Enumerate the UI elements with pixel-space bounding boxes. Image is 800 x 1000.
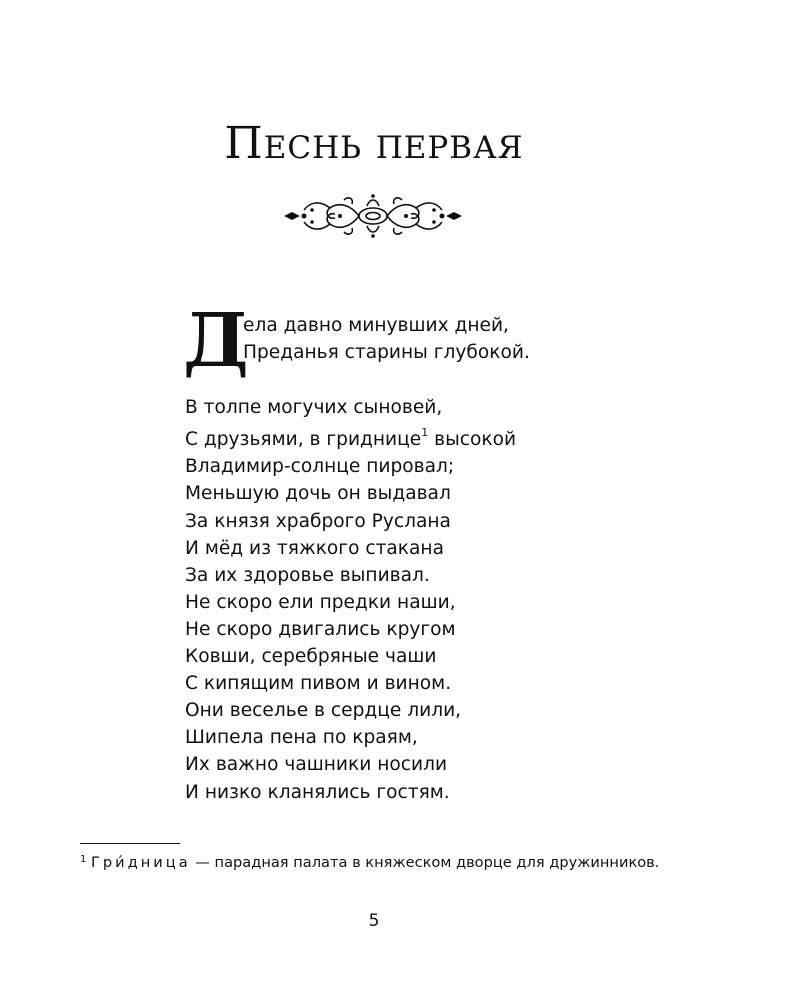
ornament-icon [282, 192, 464, 240]
poem-line: Владимир-солнце пировал; [185, 456, 455, 478]
poem-line: Шипела пена по краям, [185, 727, 418, 749]
footnote-divider [80, 843, 180, 844]
footnote [80, 851, 670, 876]
poem-line: Не скоро ели предки наши, [185, 591, 456, 613]
poem-line: За князя храброго Руслана [185, 510, 451, 532]
footnote-mark: 1 [80, 854, 87, 865]
poem-line: Ковши, серебряные чаши [185, 646, 437, 668]
first-stanza [243, 312, 530, 366]
poem-line: За их здоровье выпивал. [185, 564, 430, 586]
poem-line: И мёд из тяжкого стакана [185, 537, 444, 559]
poem-line: Меньшую дочь он выдавал [185, 483, 451, 505]
chapter-title [0, 118, 748, 169]
footnote-term: Гри́дница [91, 854, 191, 871]
poem-line-with-footnote [185, 421, 516, 453]
poem-line: И низко кланялись гостям. [185, 781, 450, 803]
second-stanza [185, 394, 516, 806]
footnote-text: — парадная палата в княжеском дворце для дружинников. [190, 854, 660, 871]
poem-line: В толпе могучих сыновей, [185, 397, 443, 418]
poem-line: С кипящим пивом и вином. [185, 673, 452, 695]
poem-line: ела давно минувших дней, [243, 315, 509, 336]
poem-line: Их важно чашники носили [185, 754, 448, 776]
title-word-2: ПЕРВАЯ [375, 130, 524, 166]
poem-line-tail: высокой [428, 429, 517, 451]
title-word-1: ЕСНЬ [263, 130, 363, 166]
poem-line-text: С друзьями, в гриднице [185, 429, 422, 451]
poem-line: Преданья старины глубокой. [243, 342, 530, 363]
page-number: 5 [368, 911, 380, 931]
drop-cap: Д [183, 298, 249, 384]
footnote-reference[interactable]: 1 [421, 426, 429, 440]
title-initial: П [224, 118, 264, 169]
poem-line: Не скоро двигались кругом [185, 618, 456, 640]
poem-line: Они веселье в сердце лили, [185, 700, 462, 722]
